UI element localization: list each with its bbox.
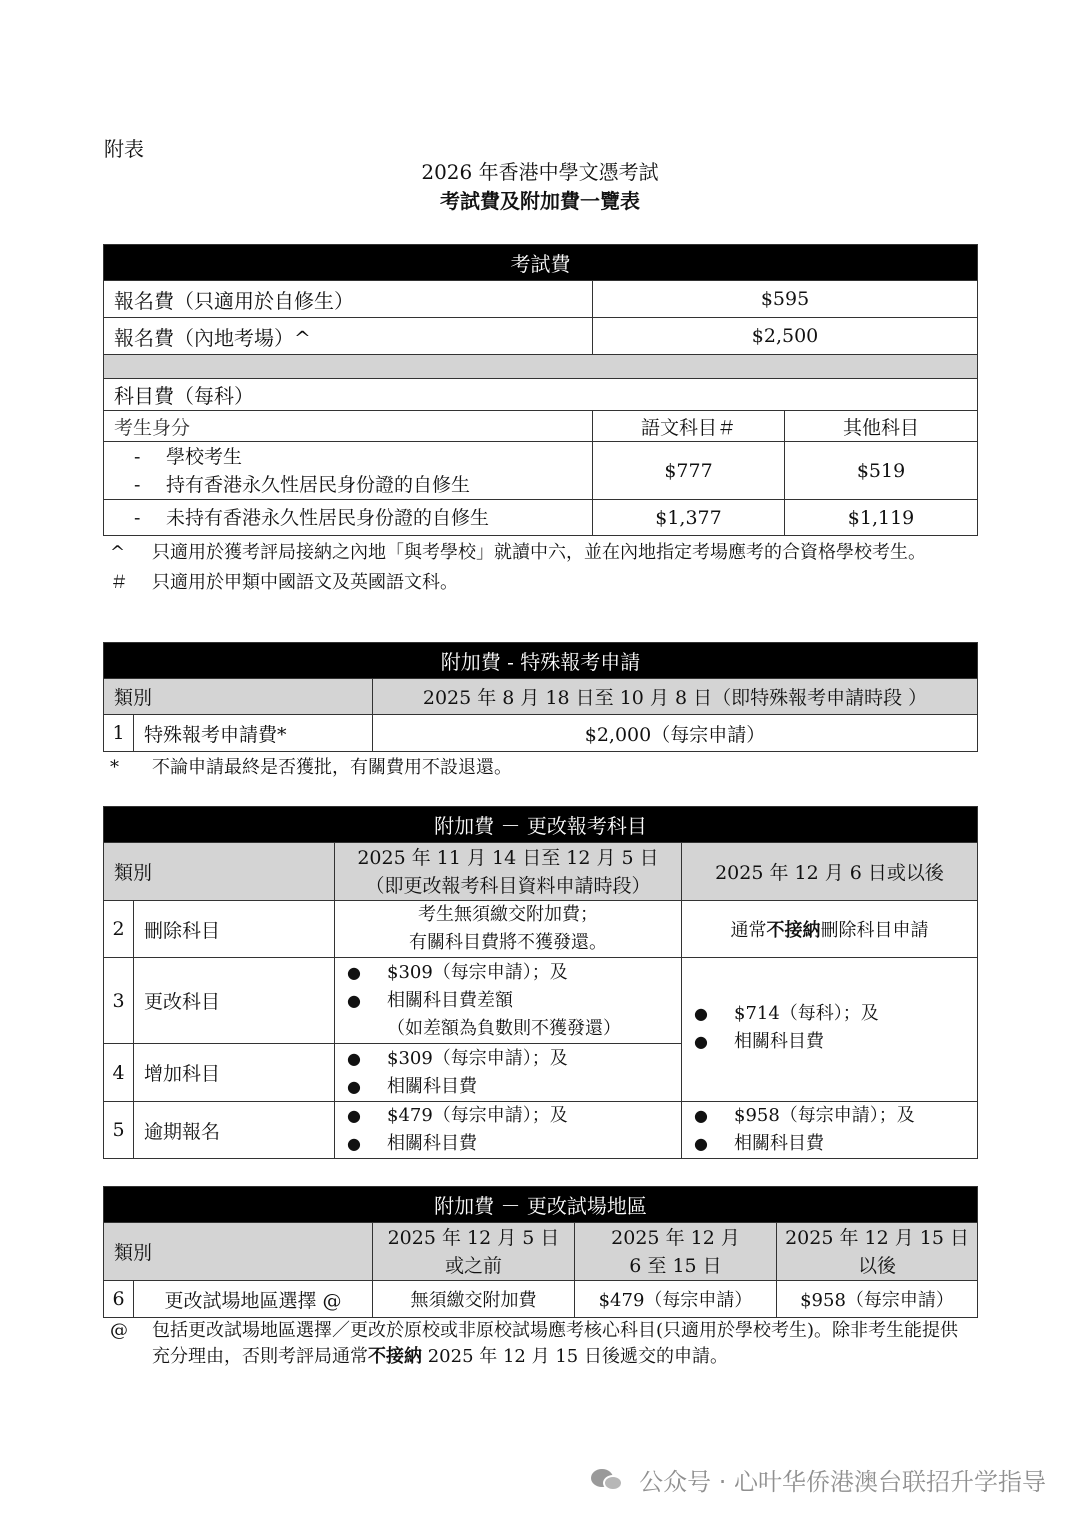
change-centre-table (103, 1186, 978, 1318)
group2-other-fee: $1,119 (785, 500, 978, 536)
special-fee-label: 特殊報考申請費* (134, 715, 373, 752)
special-application-table (103, 642, 978, 752)
change-add-subject-period2 (682, 958, 978, 1102)
exam-fee-heading: 考試費 (104, 245, 978, 281)
reg-fee-private-value: $595 (593, 281, 978, 318)
reg-fee-mainland-value: $2,500 (593, 318, 978, 355)
special-fee-value: $2,000（每宗申請） (373, 715, 978, 752)
category-header: 類別 (104, 679, 373, 715)
list-item: ● $479（每宗申請）；及 (347, 1102, 681, 1130)
group1-language-fee: $777 (593, 442, 785, 500)
special-period-header: 2025 年 8 月 18 日至 10 月 8 日（即特殊報考申請時段 ） (373, 679, 978, 715)
change-centre-label: 更改試場地區選擇 @ (134, 1281, 373, 1318)
list-item: ● 相關科目費 (694, 1028, 977, 1056)
add-subject-label: 增加科目 (134, 1044, 335, 1102)
group1-other-fee: $519 (785, 442, 978, 500)
change-centre-note: @ 包括更改試場地區選擇／更改於原校或非原校試場應考核心科目(只適用於學校考生)。除非考生能提供充分理由，否則考評局通常不接納 2025 年 12 月 15 日後遞交的申請。 (110, 1320, 959, 1367)
delete-subject-period1: 考生無須繳交附加費； 有關科目費將不獲發還。 (335, 901, 682, 958)
list-item: ● $309（每宗申請）；及 (347, 959, 681, 987)
row-number: 2 (104, 901, 134, 958)
late-registration-period1 (335, 1102, 682, 1159)
change-subject-table (103, 806, 978, 1159)
candidate-group-2 (104, 500, 593, 536)
centre-fee-period2: $479（每宗申請） (575, 1281, 777, 1318)
list-item: - 未持有香港永久性居民身份證的自修生 (134, 506, 490, 529)
list-item-continuation: （如差額為負數則不獲發還） (387, 1017, 621, 1039)
row-number: 1 (104, 715, 134, 752)
list-item: - 學校考生 (134, 445, 243, 468)
centre-period-1-header: 2025 年 12 月 5 日 或之前 (373, 1223, 575, 1281)
reg-fee-mainland-label: 報名費（內地考場）^ (104, 318, 593, 355)
caret-note: ^ 只適用於獲考評局接納之內地「與考學校」就讀中六，並在內地指定考場應考的合資格學校考生。 (110, 542, 926, 563)
add-subject-period1 (335, 1044, 682, 1102)
list-item: - 持有香港永久性居民身份證的自修生 (134, 473, 471, 496)
centre-fee-period1: 無須繳交附加費 (373, 1281, 575, 1318)
watermark (591, 1462, 1046, 1497)
late-registration-label: 逾期報名 (134, 1102, 335, 1159)
change-subject-label: 更改科目 (134, 958, 335, 1044)
row-number: 3 (104, 958, 134, 1044)
gray-divider (104, 355, 978, 379)
other-subject-header: 其他科目 (785, 411, 978, 442)
list-item: ● 相關科目費 (694, 1130, 977, 1158)
candidate-group-1 (104, 442, 593, 500)
row-number: 6 (104, 1281, 134, 1318)
delete-subject-period2: 通常不接納刪除科目申請 (682, 901, 978, 958)
delete-subject-label: 刪除科目 (134, 901, 335, 958)
centre-period-2-header: 2025 年 12 月 6 至 15 日 (575, 1223, 777, 1281)
change-subject-heading: 附加費 － 更改報考科目 (104, 807, 978, 843)
hash-note: ＃ 只適用於甲類中國語文及英國語文科。 (110, 572, 458, 593)
centre-period-3-header: 2025 年 12 月 15 日 以後 (777, 1223, 978, 1281)
candidate-status-header: 考生身分 (104, 411, 593, 442)
language-subject-header: 語文科目＃ (593, 411, 785, 442)
list-item: ● $958（每宗申請）；及 (694, 1102, 977, 1130)
list-item: ● $309（每宗申請）；及 (347, 1045, 681, 1073)
change-period-2-header: 2025 年 12 月 6 日或以後 (682, 843, 978, 901)
change-period-1-header: 2025 年 11 月 14 日至 12 月 5 日 （即更改報考科目資料申請時段） (335, 843, 682, 901)
row-number: 4 (104, 1044, 134, 1102)
category-header: 類別 (104, 1223, 373, 1281)
category-header: 類別 (104, 843, 335, 901)
list-item: ● 相關科目費 (347, 1073, 681, 1101)
late-registration-period2 (682, 1102, 978, 1159)
subject-fee-label: 科目費（每科） (104, 379, 978, 411)
change-centre-heading: 附加費 － 更改試場地區 (104, 1187, 978, 1223)
title-line-2: 考試費及附加費一覽表 (440, 189, 640, 213)
special-application-heading: 附加費 - 特殊報考申請 (104, 643, 978, 679)
group2-language-fee: $1,377 (593, 500, 785, 536)
change-subject-period1 (335, 958, 682, 1044)
centre-fee-period3: $958（每宗申請） (777, 1281, 978, 1318)
reg-fee-private-label: 報名費（只適用於自修生） (104, 281, 593, 318)
title-line-1: 2026 年香港中學文憑考試 (421, 160, 659, 184)
exam-fee-table (103, 244, 978, 536)
wechat-icon (591, 1467, 625, 1493)
exam-fee-notes (110, 540, 970, 596)
list-item: ● $714（每科）；及 (694, 1000, 977, 1028)
document-title (0, 158, 1080, 216)
annex-label: 附表 (104, 137, 144, 161)
watermark-text: 公众号 · 心叶华侨港澳台联招升学指导 (639, 1468, 1046, 1496)
row-number: 5 (104, 1102, 134, 1159)
list-item: ● 相關科目費差額 (347, 987, 681, 1015)
list-item: ● 相關科目費 (347, 1130, 681, 1158)
special-application-note: * 不論申請最終是否獲批，有關費用不設退還。 (110, 757, 512, 778)
